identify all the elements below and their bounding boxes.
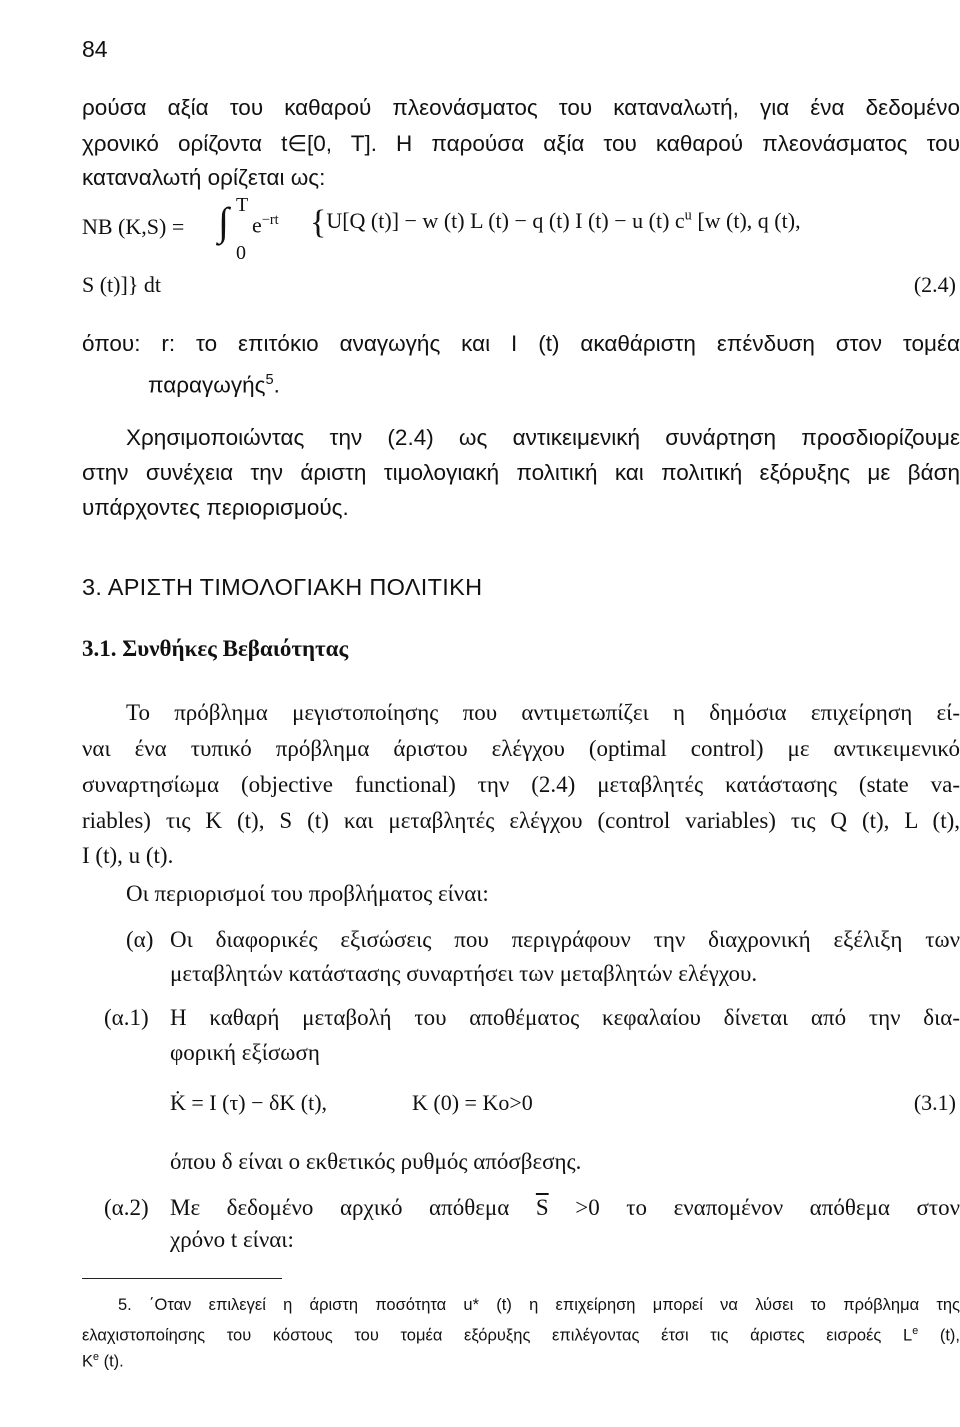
text-line: riables) τις K (t), S (t) και μεταβλητές ελέγχου (control variables) τις Q (t), L (t), [82,808,960,833]
equation-3-1-right: K (0) = Ko>0 [412,1090,533,1115]
text-line: στην συνέχεια την άριστη τιμολογιακή πολιτική και πολιτική εξόρυξης με βάση [82,460,960,485]
text-line: καταναλωτή ορίζεται ως: [82,165,326,190]
equation-integrand [310,204,801,242]
text-line: Οι διαφορικές εξισώσεις που περιγράφουν την διαχρονική εξέλιξη των [170,927,960,952]
constraints-intro: Οι περιορισμοί του προβλήματος είναι: [126,881,489,906]
fn-sup: e [912,1325,919,1337]
text-line: Το πρόβλημα μεγιστοποίησης που αντιμετωπίζει η δημόσια επιχείρηση εί- [126,700,960,725]
text-line: ρούσα αξία του καθαρού πλεονάσματος του καταναλωτή, για ένα δεδομένο [82,95,960,120]
fn-k: K [82,1352,94,1371]
text-line: συναρτησίωμα (objective functional) την (2.4) μεταβλητές κατάστασης (state va- [82,772,960,797]
integral-lower-limit: 0 [236,242,246,264]
where-text: παραγωγής [148,372,266,398]
a2-pre: Με δεδομένο αρχικό απόθεμα [170,1195,510,1220]
text-line: χρονικό ορίζοντα t∈[0, T]. Η παρούσα αξία του καθαρού πλεονάσματος του [82,131,960,156]
text-line: ναι ένα τυπικό πρόβλημα άριστου ελέγχου (optimal control) με αντικειμενικό [82,736,960,761]
text-line: μεταβλητών κατάστασης συναρτήσει των μεταβλητών ελέγχου. [170,961,758,986]
integral-upper-limit: T [236,194,249,216]
equation-number: (3.1) [913,1090,956,1115]
subsection-heading: 3.1. Συνθήκες Βεβαιότητας [82,636,349,661]
open-brace: { [310,204,327,241]
integrand-sup: u [684,207,692,224]
footnote-divider [82,1278,282,1279]
fn-pre: ελαχιστοποίησης του κόστους του τομέα εξόρυξης επιλέγοντας έτσι τις άριστες εισροές L [82,1326,913,1345]
footnote-line [82,1344,124,1375]
integral-sign: ∫ [218,199,229,244]
footnote-line [82,1318,960,1349]
footnote-marker: 5 [265,372,274,388]
text-line: χρόνο t είναι: [170,1227,294,1252]
fn-post: (t), [939,1326,960,1345]
text-line: Η καθαρή μεταβολή του αποθέματος κεφαλαίου δίνεται από την δια- [170,1005,960,1030]
equation-line-2: S (t)]} dt [82,272,161,297]
list-label: (α) [126,927,154,952]
a2-post: >0 το εναπομένον απόθεμα στον [575,1195,960,1220]
exp-base: e [252,212,262,238]
list-label: (α.2) [104,1195,149,1220]
exp-power: −rt [261,212,279,228]
list-label: (α.1) [104,1005,149,1030]
page-number: 84 [82,36,108,62]
equation-exponential [252,212,279,238]
text-line: I (t), u (t). [82,843,174,868]
footnote-line: 5. ΄Οταν επιλεγεί η άριστη ποσότητα u* (t) η επιχείρηση μπορεί να λύσει το πρόβλημα της [118,1296,960,1314]
text-line: φορική εξίσωση [170,1040,320,1065]
text-line [170,1190,960,1226]
delta-note: όπου δ είναι ο εκθετικός ρυθμός απόσβεσης. [170,1149,582,1174]
text-line: Χρησιμοποιώντας την (2.4) ως αντικειμενική συνάρτηση προσδιορίζουμε [126,425,960,450]
fn-k-sup: e [93,1351,99,1363]
integrand-end: [w (t), q (t), [697,208,801,234]
section-heading: 3. ΑΡΙΣΤΗ ΤΙΜΟΛΟΓΙΑΚΗ ΠΟΛΙΤΙΚΗ [82,574,483,600]
equation-number: (2.4) [913,272,956,297]
fn-k-post: (t). [103,1352,124,1371]
text-line [148,362,960,404]
s-bar: $\overline{S}$ [535,1195,549,1220]
where-end: . [273,372,280,398]
equation-lhs: NB (K,S) = [82,214,185,239]
integrand-body: U[Q (t)] − w (t) L (t) − q (t) I (t) − u (t) c [326,208,685,234]
equation-3-1-left: K̇ = I (τ) − δK (t), [170,1090,328,1115]
text-line: υπάρχοντες περιορισμούς. [82,495,349,520]
text-line: όπου: r: το επιτόκιο αναγωγής και Ι (t) ακαθάριστη επένδυση στον τομέα [82,331,960,356]
